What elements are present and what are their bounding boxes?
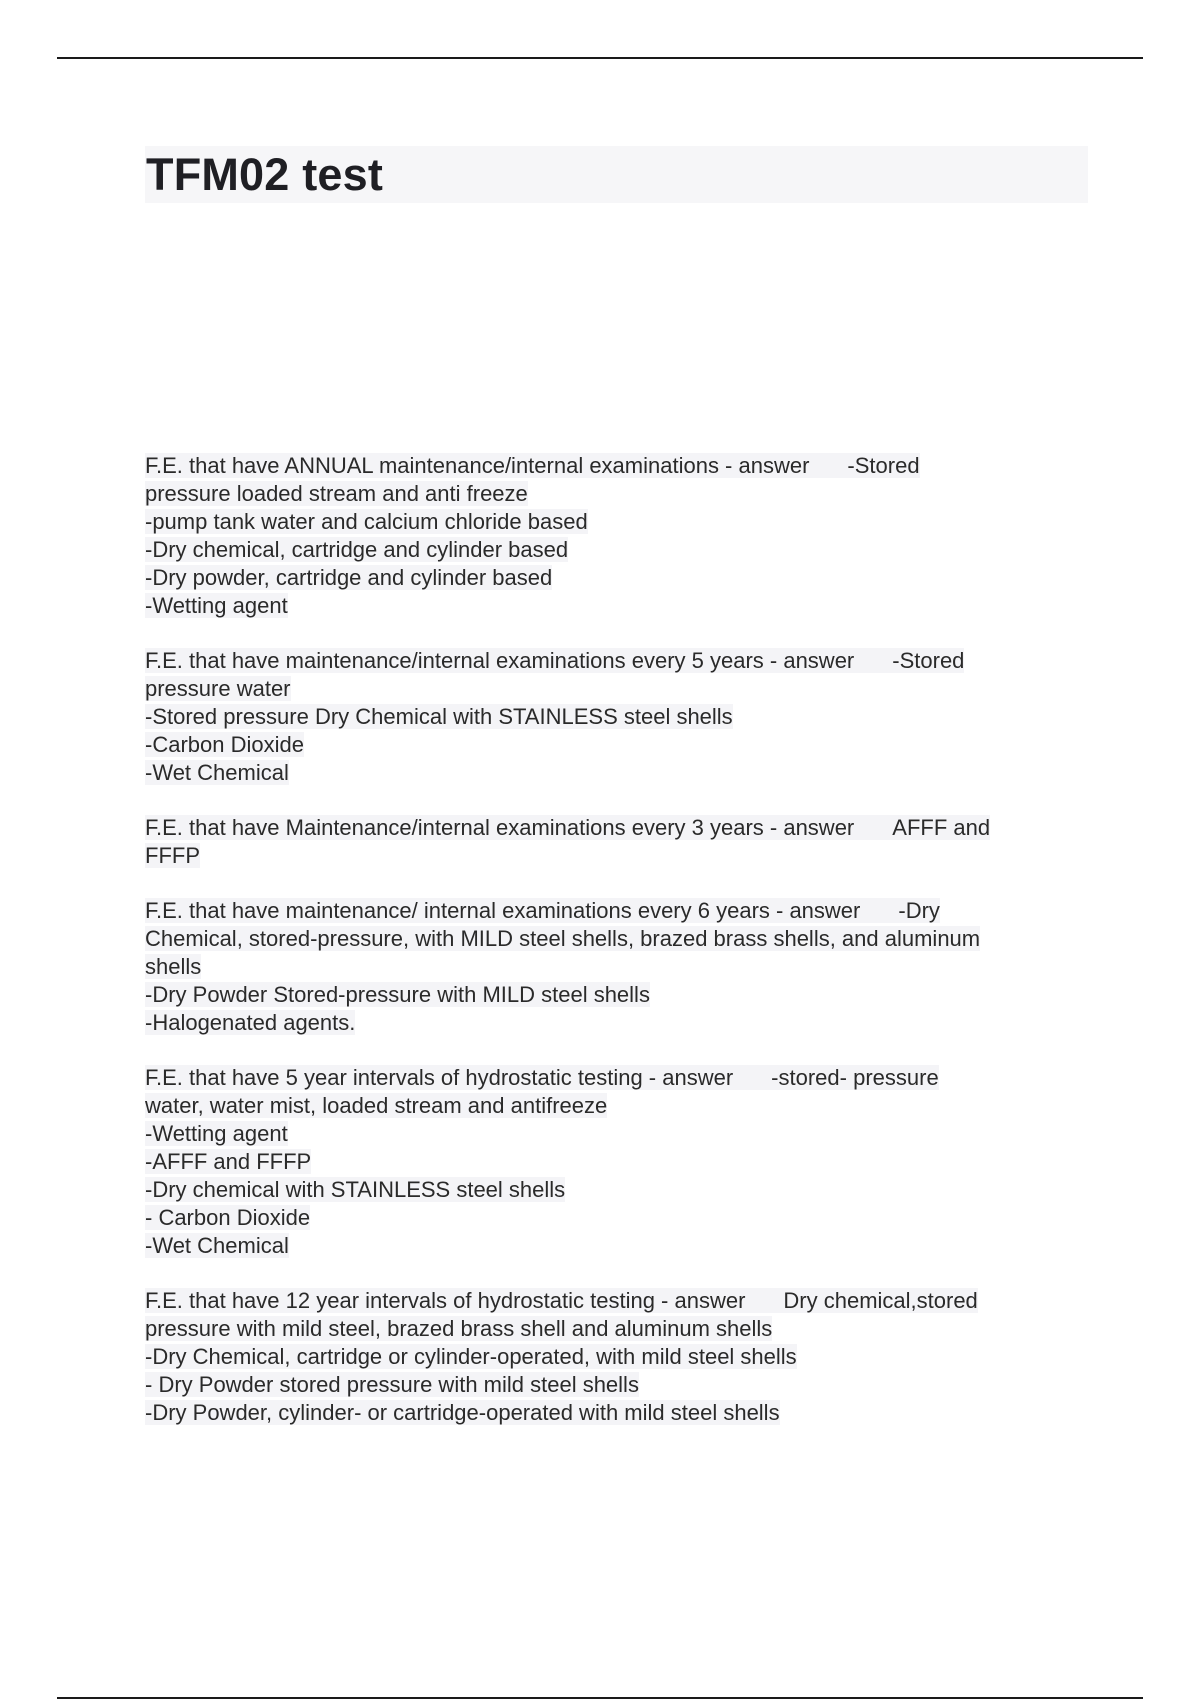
qa-entry-annual [145,452,1095,620]
answer-line: -Dry Powder Stored-pressure with MILD steel shells [145,982,650,1007]
answer-line: -Dry Powder, cylinder- or cartridge-operated with mild steel shells [145,1400,780,1425]
answer-line: pressure with mild steel, brazed brass shell and aluminum shells [145,1316,773,1341]
question-text: F.E. that have Maintenance/internal examinations every 3 years - answer [145,815,855,840]
answer-line: -pump tank water and calcium chloride based [145,509,588,534]
qa-entry-3-years [145,814,1095,870]
page-title: TFM02 test [146,149,384,200]
answer-line: pressure water [145,676,291,701]
answer-line: -Wet Chemical [145,1233,289,1258]
answer-line: shells [145,954,202,979]
question-text: F.E. that have ANNUAL maintenance/internal examinations - answer [145,453,810,478]
answer-line: -Wetting agent [145,593,288,618]
bottom-rule [57,1697,1143,1699]
answer-line: water, water mist, loaded stream and antifreeze [145,1093,608,1118]
answer-line: -Stored pressure Dry Chemical with STAINLESS steel shells [145,704,733,729]
answer-first: -Dry [898,898,940,923]
answer-first: -stored- pressure [771,1065,939,1090]
qa-list [145,452,1095,1454]
question-text: F.E. that have maintenance/ internal examinations every 6 years - answer [145,898,861,923]
answer-line: pressure loaded stream and anti freeze [145,481,528,506]
question-text: F.E. that have maintenance/internal examinations every 5 years - answer [145,648,855,673]
qa-entry-hydro-12-year [145,1287,1095,1427]
answer-line: -Carbon Dioxide [145,732,304,757]
qa-entry-5-years [145,647,1095,787]
answer-first: -Stored [847,453,920,478]
answer-first: Dry chemical,stored [783,1288,978,1313]
answer-first: -Stored [892,648,965,673]
answer-line: Chemical, stored-pressure, with MILD steel shells, brazed brass shells, and aluminum [145,926,981,951]
answer-line: -Dry chemical with STAINLESS steel shells [145,1177,566,1202]
answer-line: -Dry Chemical, cartridge or cylinder-operated, with mild steel shells [145,1344,797,1369]
question-text: F.E. that have 5 year intervals of hydrostatic testing - answer [145,1065,734,1090]
answer-line: -Dry chemical, cartridge and cylinder based [145,537,569,562]
answer-line: -AFFF and FFFP [145,1149,312,1174]
answer-line: -Wet Chemical [145,760,289,785]
question-text: F.E. that have 12 year intervals of hydrostatic testing - answer [145,1288,746,1313]
answer-first: AFFF and [892,815,991,840]
qa-entry-6-years [145,897,1095,1037]
answer-line: - Carbon Dioxide [145,1205,311,1230]
answer-line: -Dry powder, cartridge and cylinder based [145,565,553,590]
answer-line: FFFP [145,843,200,868]
top-rule [57,57,1143,59]
answer-line: -Halogenated agents. [145,1010,356,1035]
answer-line: - Dry Powder stored pressure with mild steel shells [145,1372,639,1397]
qa-entry-hydro-5-year [145,1064,1095,1260]
answer-line: -Wetting agent [145,1121,288,1146]
